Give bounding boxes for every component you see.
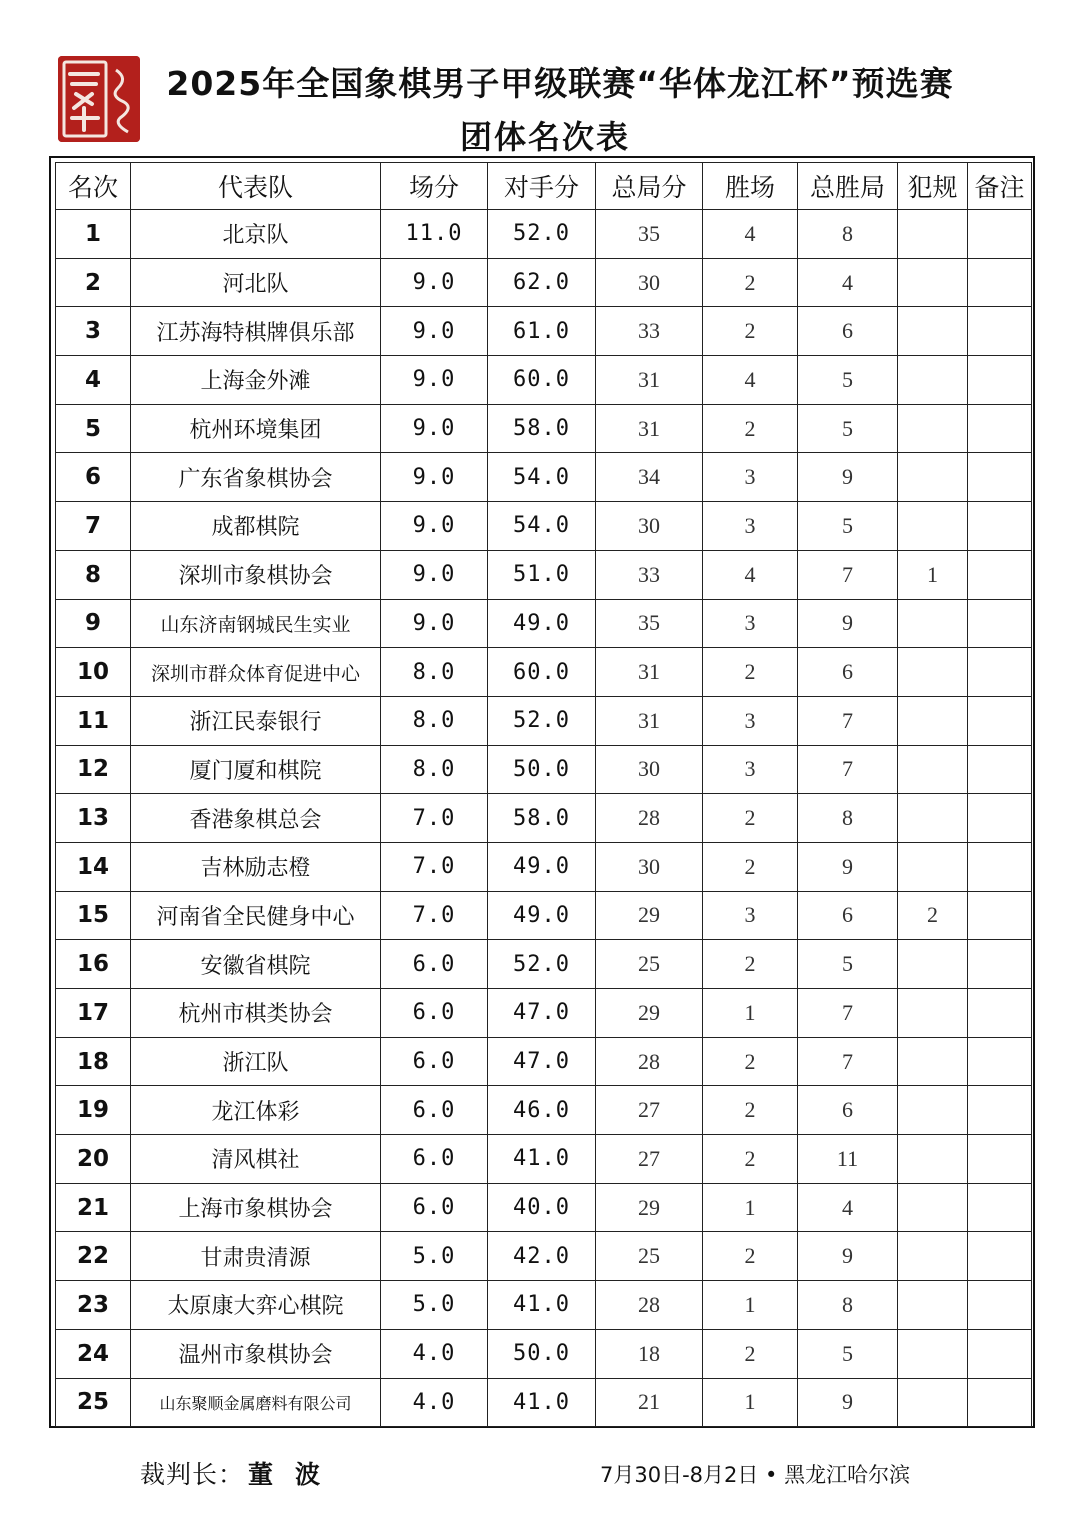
cell-notes <box>968 1378 1032 1427</box>
cell-team: 北京队 <box>131 210 381 259</box>
referee-name: 董波 <box>248 1460 343 1489</box>
cell-game-points: 33 <box>596 550 703 599</box>
cell-wins: 2 <box>703 258 798 307</box>
cell-rank: 22 <box>56 1232 131 1281</box>
table-row <box>56 1135 1032 1184</box>
cell-game-points: 21 <box>596 1378 703 1427</box>
page-title: 2025年全国象棋男子甲级联赛“华体龙江杯”预选赛 <box>166 64 954 103</box>
cell-wins: 2 <box>703 1329 798 1378</box>
cell-match-points: 6.0 <box>381 940 488 989</box>
cell-match-points: 6.0 <box>381 1037 488 1086</box>
cell-fouls <box>898 1232 968 1281</box>
cell-team: 厦门厦和棋院 <box>131 745 381 794</box>
cell-fouls <box>898 599 968 648</box>
cell-notes <box>968 307 1032 356</box>
cell-team: 河北队 <box>131 258 381 307</box>
cell-total-wins: 6 <box>798 648 898 697</box>
cell-notes <box>968 1037 1032 1086</box>
cell-fouls <box>898 1378 968 1427</box>
cell-fouls <box>898 745 968 794</box>
cell-match-points: 5.0 <box>381 1232 488 1281</box>
cell-opponent-points: 49.0 <box>488 842 596 891</box>
cell-notes <box>968 1135 1032 1184</box>
cell-notes <box>968 940 1032 989</box>
cell-fouls <box>898 1135 968 1184</box>
cell-game-points: 25 <box>596 1232 703 1281</box>
cell-total-wins: 9 <box>798 842 898 891</box>
table-row <box>56 1183 1032 1232</box>
cell-wins: 2 <box>703 1037 798 1086</box>
cell-opponent-points: 58.0 <box>488 404 596 453</box>
standings-table <box>55 162 1032 1427</box>
cell-team: 浙江民泰银行 <box>131 696 381 745</box>
cell-total-wins: 7 <box>798 1037 898 1086</box>
cell-total-wins: 4 <box>798 258 898 307</box>
cell-notes <box>968 745 1032 794</box>
cell-team: 甘肃贵清源 <box>131 1232 381 1281</box>
cell-fouls <box>898 842 968 891</box>
cell-game-points: 28 <box>596 1281 703 1330</box>
cell-rank: 1 <box>56 210 131 259</box>
cell-team: 香港象棋总会 <box>131 794 381 843</box>
cell-opponent-points: 52.0 <box>488 696 596 745</box>
cell-game-points: 30 <box>596 258 703 307</box>
cell-match-points: 4.0 <box>381 1329 488 1378</box>
cell-match-points: 9.0 <box>381 550 488 599</box>
cell-total-wins: 7 <box>798 989 898 1038</box>
cell-fouls <box>898 1183 968 1232</box>
cell-opponent-points: 47.0 <box>488 989 596 1038</box>
cell-wins: 1 <box>703 1281 798 1330</box>
cell-game-points: 31 <box>596 356 703 405</box>
cell-wins: 2 <box>703 940 798 989</box>
cell-rank: 24 <box>56 1329 131 1378</box>
cell-match-points: 6.0 <box>381 1135 488 1184</box>
cell-team: 上海市象棋协会 <box>131 1183 381 1232</box>
cell-opponent-points: 42.0 <box>488 1232 596 1281</box>
cell-fouls <box>898 1037 968 1086</box>
table-row <box>56 1281 1032 1330</box>
cell-game-points: 31 <box>596 404 703 453</box>
cell-team: 龙江体彩 <box>131 1086 381 1135</box>
table-row <box>56 550 1032 599</box>
cell-total-wins: 5 <box>798 1329 898 1378</box>
cell-game-points: 29 <box>596 891 703 940</box>
cell-rank: 11 <box>56 696 131 745</box>
table-row <box>56 989 1032 1038</box>
cell-game-points: 29 <box>596 989 703 1038</box>
column-header-match-points: 场分 <box>381 163 488 210</box>
cell-opponent-points: 41.0 <box>488 1281 596 1330</box>
cell-opponent-points: 58.0 <box>488 794 596 843</box>
table-row <box>56 940 1032 989</box>
cell-notes <box>968 648 1032 697</box>
cell-fouls <box>898 502 968 551</box>
cell-notes <box>968 891 1032 940</box>
table-row <box>56 502 1032 551</box>
cell-fouls <box>898 989 968 1038</box>
cell-wins: 2 <box>703 794 798 843</box>
table-row <box>56 356 1032 405</box>
cell-fouls: 1 <box>898 550 968 599</box>
cell-match-points: 4.0 <box>381 1378 488 1427</box>
cell-fouls <box>898 940 968 989</box>
cell-game-points: 34 <box>596 453 703 502</box>
table-row <box>56 210 1032 259</box>
cell-opponent-points: 62.0 <box>488 258 596 307</box>
cell-notes <box>968 356 1032 405</box>
cell-game-points: 35 <box>596 210 703 259</box>
cell-opponent-points: 50.0 <box>488 745 596 794</box>
cell-wins: 2 <box>703 1135 798 1184</box>
cell-team: 山东聚顺金属磨料有限公司 <box>131 1378 381 1427</box>
cell-team: 安徽省棋院 <box>131 940 381 989</box>
cell-team: 浙江队 <box>131 1037 381 1086</box>
column-header-opponent-points: 对手分 <box>488 163 596 210</box>
cell-opponent-points: 46.0 <box>488 1086 596 1135</box>
cell-opponent-points: 54.0 <box>488 453 596 502</box>
cell-match-points: 8.0 <box>381 745 488 794</box>
table-row <box>56 1037 1032 1086</box>
cell-fouls <box>898 356 968 405</box>
cell-rank: 16 <box>56 940 131 989</box>
cell-match-points: 9.0 <box>381 307 488 356</box>
cell-opponent-points: 60.0 <box>488 356 596 405</box>
table-header-row <box>56 163 1032 210</box>
cell-team: 杭州环境集团 <box>131 404 381 453</box>
cell-wins: 3 <box>703 891 798 940</box>
table-row <box>56 648 1032 697</box>
cell-wins: 3 <box>703 696 798 745</box>
cell-match-points: 9.0 <box>381 356 488 405</box>
cell-opponent-points: 61.0 <box>488 307 596 356</box>
cell-team: 清风棋社 <box>131 1135 381 1184</box>
table-row <box>56 696 1032 745</box>
cell-rank: 23 <box>56 1281 131 1330</box>
column-header-wins: 胜场 <box>703 163 798 210</box>
cell-rank: 17 <box>56 989 131 1038</box>
cell-game-points: 33 <box>596 307 703 356</box>
cell-rank: 18 <box>56 1037 131 1086</box>
cell-total-wins: 9 <box>798 599 898 648</box>
cell-wins: 3 <box>703 745 798 794</box>
cell-wins: 2 <box>703 842 798 891</box>
cell-total-wins: 5 <box>798 940 898 989</box>
table-row <box>56 1232 1032 1281</box>
cell-team: 杭州市棋类协会 <box>131 989 381 1038</box>
cell-fouls <box>898 794 968 843</box>
cell-team: 温州市象棋协会 <box>131 1329 381 1378</box>
cell-total-wins: 8 <box>798 210 898 259</box>
cell-total-wins: 6 <box>798 307 898 356</box>
cell-notes <box>968 453 1032 502</box>
cell-wins: 4 <box>703 550 798 599</box>
cell-opponent-points: 49.0 <box>488 891 596 940</box>
cell-total-wins: 4 <box>798 1183 898 1232</box>
event-logo-seal <box>58 56 140 142</box>
cell-team: 深圳市象棋协会 <box>131 550 381 599</box>
cell-wins: 2 <box>703 404 798 453</box>
cell-rank: 10 <box>56 648 131 697</box>
cell-fouls: 2 <box>898 891 968 940</box>
date-location: 7月30日-8月2日 • 黑龙江哈尔滨 <box>600 1463 911 1487</box>
cell-wins: 1 <box>703 989 798 1038</box>
cell-game-points: 29 <box>596 1183 703 1232</box>
cell-notes <box>968 794 1032 843</box>
cell-game-points: 30 <box>596 842 703 891</box>
referee-line <box>140 1455 342 1491</box>
cell-fouls <box>898 453 968 502</box>
cell-rank: 21 <box>56 1183 131 1232</box>
cell-total-wins: 5 <box>798 502 898 551</box>
cell-rank: 4 <box>56 356 131 405</box>
cell-notes <box>968 599 1032 648</box>
table-row <box>56 891 1032 940</box>
cell-fouls <box>898 1281 968 1330</box>
cell-match-points: 9.0 <box>381 258 488 307</box>
cell-team: 太原康大弈心棋院 <box>131 1281 381 1330</box>
column-header-game-points: 总局分 <box>596 163 703 210</box>
cell-match-points: 6.0 <box>381 989 488 1038</box>
cell-total-wins: 7 <box>798 696 898 745</box>
cell-total-wins: 9 <box>798 453 898 502</box>
cell-opponent-points: 52.0 <box>488 210 596 259</box>
cell-rank: 5 <box>56 404 131 453</box>
cell-team: 江苏海特棋牌俱乐部 <box>131 307 381 356</box>
cell-wins: 3 <box>703 502 798 551</box>
cell-rank: 15 <box>56 891 131 940</box>
cell-notes <box>968 210 1032 259</box>
cell-team: 河南省全民健身中心 <box>131 891 381 940</box>
table-row <box>56 599 1032 648</box>
cell-rank: 20 <box>56 1135 131 1184</box>
cell-fouls <box>898 696 968 745</box>
cell-match-points: 8.0 <box>381 648 488 697</box>
cell-total-wins: 7 <box>798 550 898 599</box>
cell-game-points: 18 <box>596 1329 703 1378</box>
cell-rank: 12 <box>56 745 131 794</box>
table-row <box>56 258 1032 307</box>
column-header-notes: 备注 <box>968 163 1032 210</box>
table-row <box>56 404 1032 453</box>
cell-total-wins: 5 <box>798 404 898 453</box>
cell-opponent-points: 52.0 <box>488 940 596 989</box>
cell-notes <box>968 550 1032 599</box>
column-header-total-wins: 总胜局 <box>798 163 898 210</box>
cell-total-wins: 7 <box>798 745 898 794</box>
cell-opponent-points: 49.0 <box>488 599 596 648</box>
cell-wins: 2 <box>703 307 798 356</box>
cell-notes <box>968 258 1032 307</box>
cell-wins: 2 <box>703 1232 798 1281</box>
cell-wins: 2 <box>703 648 798 697</box>
cell-game-points: 28 <box>596 794 703 843</box>
table-row <box>56 745 1032 794</box>
cell-game-points: 25 <box>596 940 703 989</box>
cell-game-points: 27 <box>596 1086 703 1135</box>
cell-total-wins: 9 <box>798 1232 898 1281</box>
cell-fouls <box>898 404 968 453</box>
cell-wins: 4 <box>703 356 798 405</box>
cell-notes <box>968 1232 1032 1281</box>
cell-rank: 3 <box>56 307 131 356</box>
cell-match-points: 7.0 <box>381 891 488 940</box>
cell-opponent-points: 41.0 <box>488 1135 596 1184</box>
cell-match-points: 5.0 <box>381 1281 488 1330</box>
cell-rank: 25 <box>56 1378 131 1427</box>
cell-fouls <box>898 210 968 259</box>
cell-rank: 19 <box>56 1086 131 1135</box>
cell-team: 深圳市群众体育促进中心 <box>131 648 381 697</box>
cell-wins: 1 <box>703 1378 798 1427</box>
cell-wins: 2 <box>703 1086 798 1135</box>
cell-rank: 14 <box>56 842 131 891</box>
cell-notes <box>968 842 1032 891</box>
table-row <box>56 1086 1032 1135</box>
cell-match-points: 9.0 <box>381 404 488 453</box>
cell-match-points: 6.0 <box>381 1086 488 1135</box>
table-row <box>56 307 1032 356</box>
cell-rank: 9 <box>56 599 131 648</box>
cell-team: 成都棋院 <box>131 502 381 551</box>
column-header-rank: 名次 <box>56 163 131 210</box>
cell-match-points: 11.0 <box>381 210 488 259</box>
cell-game-points: 27 <box>596 1135 703 1184</box>
cell-fouls <box>898 1086 968 1135</box>
cell-fouls <box>898 1329 968 1378</box>
cell-game-points: 28 <box>596 1037 703 1086</box>
cell-game-points: 35 <box>596 599 703 648</box>
cell-match-points: 6.0 <box>381 1183 488 1232</box>
cell-game-points: 31 <box>596 648 703 697</box>
cell-rank: 6 <box>56 453 131 502</box>
cell-total-wins: 8 <box>798 794 898 843</box>
cell-total-wins: 6 <box>798 891 898 940</box>
table-row <box>56 1329 1032 1378</box>
table-row <box>56 453 1032 502</box>
cell-notes <box>968 1281 1032 1330</box>
cell-total-wins: 5 <box>798 356 898 405</box>
cell-fouls <box>898 258 968 307</box>
cell-notes <box>968 404 1032 453</box>
cell-opponent-points: 54.0 <box>488 502 596 551</box>
cell-total-wins: 11 <box>798 1135 898 1184</box>
cell-notes <box>968 1329 1032 1378</box>
cell-match-points: 7.0 <box>381 842 488 891</box>
cell-wins: 3 <box>703 599 798 648</box>
cell-rank: 7 <box>56 502 131 551</box>
table-row <box>56 842 1032 891</box>
cell-fouls <box>898 648 968 697</box>
cell-match-points: 9.0 <box>381 453 488 502</box>
cell-game-points: 31 <box>596 696 703 745</box>
page-subtitle: 团体名次表 <box>459 118 630 156</box>
cell-fouls <box>898 307 968 356</box>
cell-wins: 3 <box>703 453 798 502</box>
column-header-team: 代表队 <box>131 163 381 210</box>
cell-team: 山东济南钢城民生实业 <box>131 599 381 648</box>
seal-icon <box>58 56 140 142</box>
cell-team: 吉林励志橙 <box>131 842 381 891</box>
cell-match-points: 8.0 <box>381 696 488 745</box>
cell-wins: 1 <box>703 1183 798 1232</box>
cell-game-points: 30 <box>596 502 703 551</box>
cell-opponent-points: 40.0 <box>488 1183 596 1232</box>
cell-notes <box>968 1086 1032 1135</box>
cell-opponent-points: 51.0 <box>488 550 596 599</box>
cell-match-points: 9.0 <box>381 502 488 551</box>
cell-opponent-points: 47.0 <box>488 1037 596 1086</box>
cell-match-points: 9.0 <box>381 599 488 648</box>
column-header-fouls: 犯规 <box>898 163 968 210</box>
cell-team: 广东省象棋协会 <box>131 453 381 502</box>
cell-opponent-points: 50.0 <box>488 1329 596 1378</box>
table-row <box>56 1378 1032 1427</box>
cell-rank: 8 <box>56 550 131 599</box>
cell-notes <box>968 1183 1032 1232</box>
cell-notes <box>968 696 1032 745</box>
cell-opponent-points: 60.0 <box>488 648 596 697</box>
cell-rank: 2 <box>56 258 131 307</box>
cell-wins: 4 <box>703 210 798 259</box>
cell-total-wins: 8 <box>798 1281 898 1330</box>
cell-rank: 13 <box>56 794 131 843</box>
cell-total-wins: 6 <box>798 1086 898 1135</box>
cell-notes <box>968 989 1032 1038</box>
table-row <box>56 794 1032 843</box>
cell-total-wins: 9 <box>798 1378 898 1427</box>
cell-opponent-points: 41.0 <box>488 1378 596 1427</box>
cell-notes <box>968 502 1032 551</box>
cell-game-points: 30 <box>596 745 703 794</box>
cell-team: 上海金外滩 <box>131 356 381 405</box>
referee-label: 裁判长： <box>140 1460 245 1489</box>
cell-match-points: 7.0 <box>381 794 488 843</box>
